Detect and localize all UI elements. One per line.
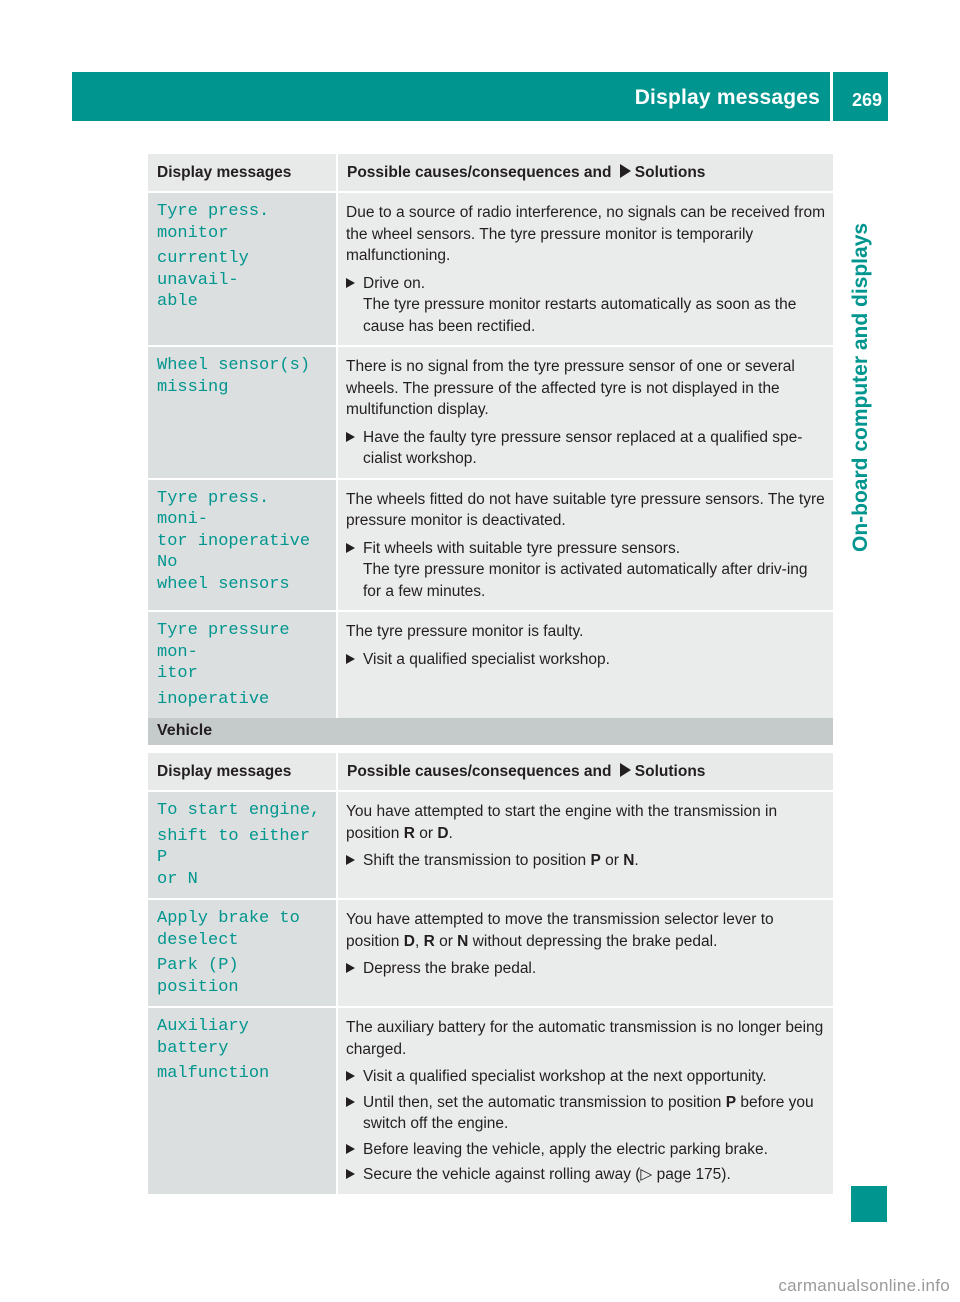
cause-text: The auxiliary battery for the automatic transmission is no longer being charged. [346, 1019, 824, 1058]
solution-cell [336, 1008, 833, 1196]
step-text: Fit wheels with suitable tyre pressure sensors. [363, 539, 681, 557]
table-row [148, 900, 833, 1008]
display-message-line: wheel sensors [157, 574, 290, 594]
display-message-cell [148, 480, 336, 613]
display-message-cell [148, 347, 336, 480]
display-message-line: Tyre press. moni‐ [157, 488, 270, 529]
solution-cell [336, 193, 833, 347]
step-arrow-icon [346, 855, 355, 865]
solution-step [346, 538, 827, 603]
step-arrow-icon [346, 543, 355, 553]
step-text: Visit a qualified specialist workshop at the next opportunity. [363, 1068, 767, 1085]
display-message-line: inoperative [157, 689, 270, 709]
cause-text: The tyre pressure monitor is faulty. [346, 623, 584, 640]
watermark: carmanualsonline.info [778, 1276, 950, 1295]
display-message-cell [148, 612, 336, 720]
table-row [148, 480, 833, 613]
display-message-line: Tyre pressure mon‐ [157, 621, 290, 662]
page-number: 269 [851, 90, 882, 110]
display-message-line: Park (P) position [157, 956, 239, 997]
chapter-marker-square [851, 1186, 887, 1222]
display-message-text [157, 488, 330, 596]
table-row [148, 193, 833, 347]
table-row [148, 347, 833, 480]
display-message-line: Apply brake to [157, 909, 300, 928]
display-message-cell [148, 900, 336, 1008]
step-text: Until then, set the automatic transmission to position P before you switch off the engine. [363, 1093, 814, 1132]
display-message-line: Tyre press. monitor [157, 202, 270, 243]
cause-text: The wheels fitted do not have suitable tyre pressure sensors. The tyre pressure monitor is deactivated. [346, 490, 825, 529]
table-header-row [148, 154, 833, 193]
tyre-pressure-messages-table [148, 154, 833, 720]
column-header-display-messages: Display messages [148, 753, 336, 792]
step-text: Drive on. [363, 274, 426, 292]
step-text: Secure the vehicle against rolling away (▷ page 175). [363, 1166, 731, 1183]
column-header-solutions-prefix: Possible causes/consequences and [347, 164, 612, 181]
display-message-line: Wheel sensor(s) [157, 356, 311, 375]
display-message-text [157, 800, 330, 890]
column-header-solutions-prefix: Possible causes/consequences and [347, 763, 612, 780]
cause-text: There is no signal from the tyre pressure sensor of one or several wheels. The pressure of the affected tyre is not displayed in the multifunction display. [346, 358, 795, 418]
step-text: Shift the transmission to position P or N. [363, 852, 639, 869]
display-message-cell [148, 792, 336, 900]
table-row [148, 792, 833, 900]
column-header-solutions [336, 753, 833, 792]
step-arrow-icon [346, 1071, 355, 1081]
header-divider [830, 72, 833, 121]
table-header-row [148, 753, 833, 792]
display-message-cell [148, 1008, 336, 1196]
display-message-text [157, 620, 330, 710]
page-header [72, 72, 888, 121]
solution-step [346, 649, 827, 671]
column-header-solutions [336, 154, 833, 193]
display-message-line: tor inoperative No [157, 531, 311, 572]
section-heading-vehicle [148, 718, 833, 745]
display-message-text [157, 355, 330, 398]
step-arrow-icon [346, 654, 355, 664]
solution-cell [336, 792, 833, 900]
display-message-line: able [157, 292, 198, 311]
play-arrow-icon [620, 763, 631, 777]
column-header-solutions-suffix: Solutions [634, 164, 706, 181]
display-message-line: deselect [157, 930, 239, 950]
display-message-line: Auxiliary battery [157, 1017, 249, 1058]
step-text: Visit a qualified specialist workshop. [363, 650, 610, 668]
table-row [148, 1008, 833, 1196]
solution-cell [336, 612, 833, 720]
solution-step [346, 1066, 827, 1088]
chapter-side-tab [847, 170, 875, 550]
solution-step [346, 1164, 827, 1186]
step-text: Before leaving the vehicle, apply the electric parking brake. [363, 1140, 768, 1158]
step-arrow-icon [346, 963, 355, 973]
display-message-text [157, 1016, 330, 1085]
display-message-line: malfunction [157, 1064, 270, 1083]
step-arrow-icon [346, 432, 355, 442]
display-message-text [157, 201, 330, 313]
display-message-line: itor [157, 664, 198, 683]
chapter-side-tab-label: On-board computer and displays [849, 222, 872, 552]
cause-text: You have attempted to start the engine with the transmission in position R or D. [346, 803, 778, 842]
solution-cell [336, 480, 833, 613]
column-header-solutions-suffix: Solutions [634, 763, 706, 780]
step-arrow-icon [346, 278, 355, 288]
display-message-line: currently unavail‐ [157, 249, 249, 290]
column-header-display-messages: Display messages [148, 154, 336, 193]
display-message-line: or N [157, 869, 198, 889]
solution-cell [336, 900, 833, 1008]
step-text: Depress the brake pedal. [363, 960, 537, 977]
cause-text: Due to a source of radio interference, no signals can be received from the wheel sensors. The tyre pressure monitor is temporarily malfunctioning. [346, 204, 826, 264]
step-note: The tyre pressure monitor is activated automatically after driv‐ing for a few minutes. [363, 561, 808, 600]
display-message-cell [148, 193, 336, 347]
solution-step [346, 1092, 827, 1135]
display-message-line: shift to either P [157, 826, 311, 867]
step-note: The tyre pressure monitor restarts automatically as soon as the cause has been rectified. [363, 296, 797, 335]
step-arrow-icon [346, 1169, 355, 1179]
display-message-line: To start engine, [157, 801, 321, 820]
header-title: Display messages [634, 86, 820, 109]
display-message-text [157, 908, 330, 998]
step-text: Have the faulty tyre pressure sensor replaced at a qualified spe‐cialist workshop. [363, 428, 803, 467]
solution-step [346, 273, 827, 338]
section-title: Vehicle [157, 722, 213, 739]
solution-cell [336, 347, 833, 480]
vehicle-messages-table [148, 753, 833, 1196]
step-arrow-icon [346, 1097, 355, 1107]
play-arrow-icon [620, 164, 631, 178]
solution-step [346, 958, 827, 980]
display-message-line: missing [157, 377, 229, 397]
table-row [148, 612, 833, 720]
cause-text: You have attempted to move the transmission selector lever to position D, R or N without depressing the brake pedal. [346, 911, 774, 950]
solution-step [346, 1139, 827, 1161]
solution-step [346, 850, 827, 872]
step-arrow-icon [346, 1144, 355, 1154]
solution-step [346, 427, 827, 470]
